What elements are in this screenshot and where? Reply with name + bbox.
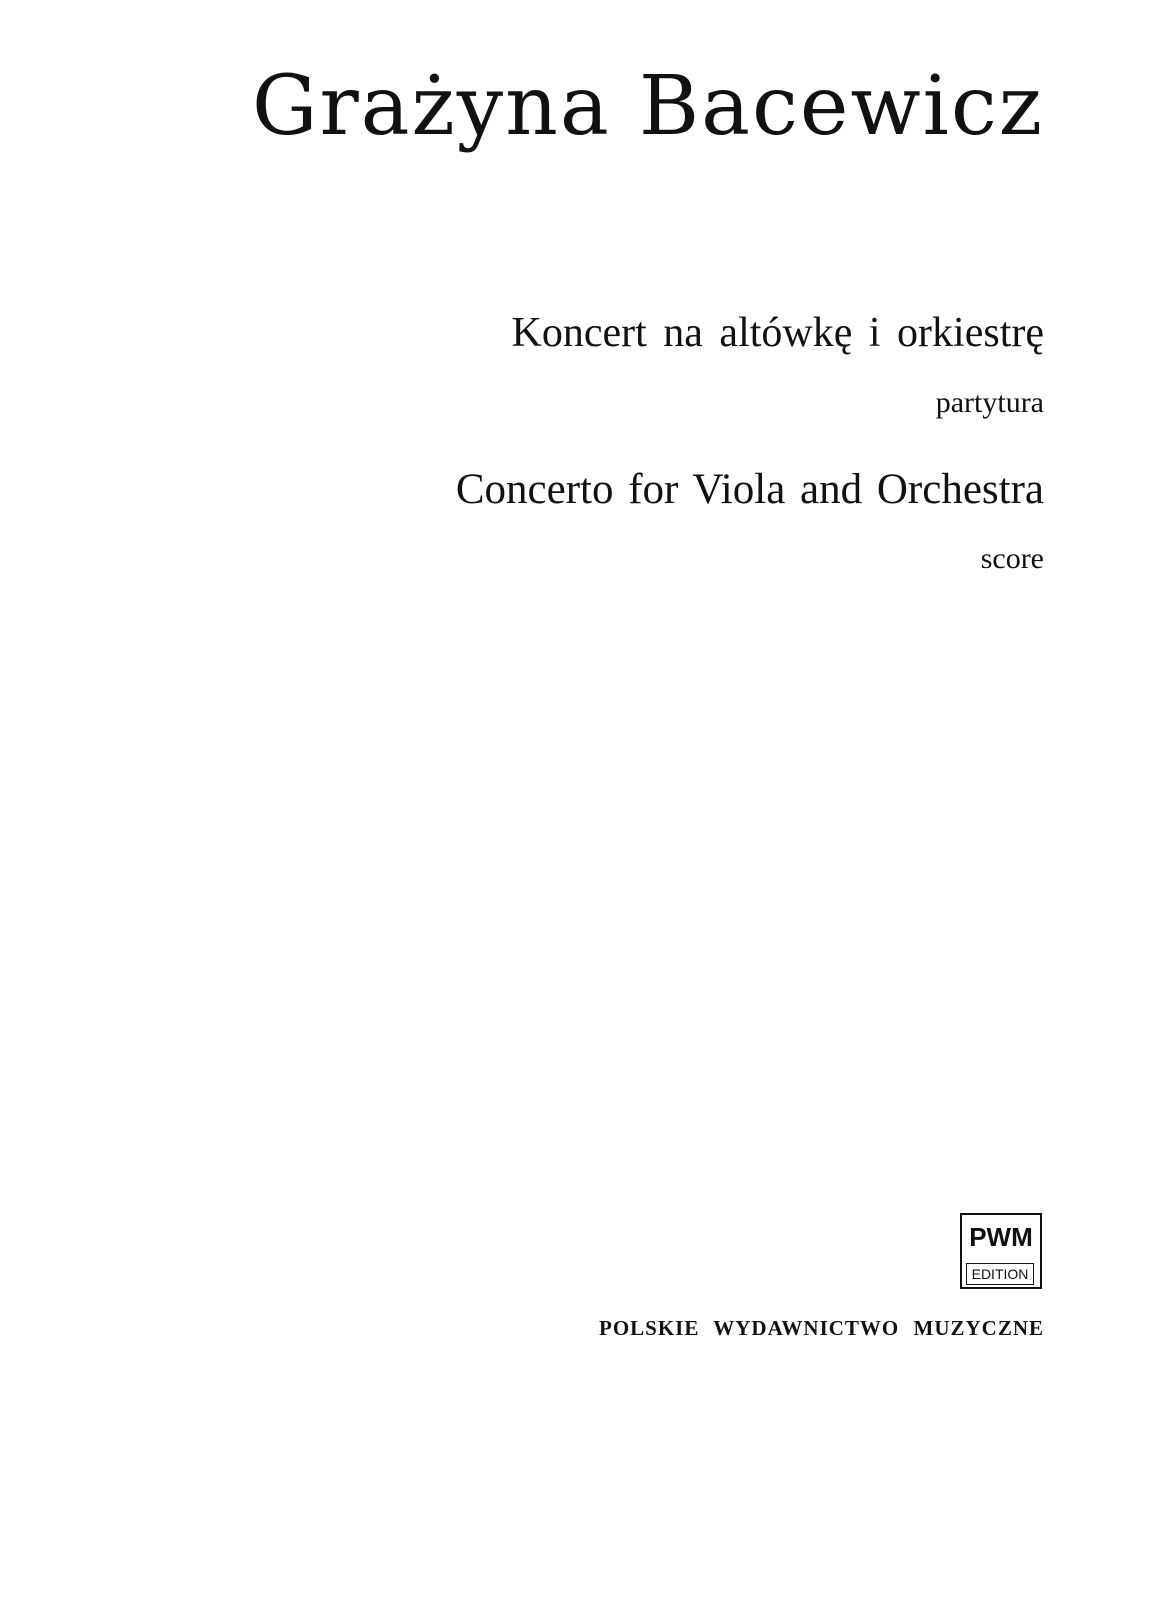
logo-edition-text: EDITION bbox=[966, 1263, 1034, 1285]
composer-name: Grażyna Bacewicz bbox=[251, 59, 1044, 154]
work-title-english: Concerto for Viola and Orchestra bbox=[455, 466, 1044, 513]
publisher-name: POLSKIE WYDAWNICTWO MUZYCZNE bbox=[599, 1316, 1044, 1340]
logo-pwm-text: PWM bbox=[969, 1222, 1033, 1252]
work-title-polish: Koncert na altówkę i orkiestrę bbox=[511, 310, 1044, 356]
publisher-logo bbox=[960, 1213, 1042, 1289]
subtitle-english: score bbox=[980, 542, 1044, 575]
subtitle-polish: partytura bbox=[935, 386, 1044, 419]
